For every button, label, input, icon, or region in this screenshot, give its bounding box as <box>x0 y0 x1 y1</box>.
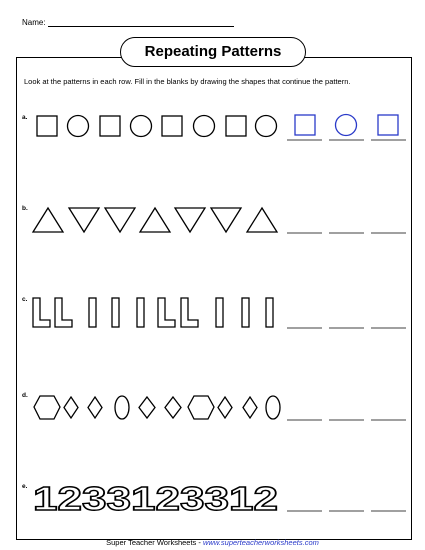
row-label-c: c. <box>22 296 28 303</box>
triangle-down-shape <box>175 208 205 232</box>
pattern-row-d <box>0 390 425 430</box>
square-shape <box>100 116 120 136</box>
pattern-row-e <box>0 480 425 520</box>
answer-circle-shape <box>336 115 357 136</box>
letter-l-shape <box>55 298 72 327</box>
triangle-down-shape <box>69 208 99 232</box>
diamond-shape <box>88 397 102 418</box>
diamond-shape <box>218 397 232 418</box>
diamond-shape <box>243 397 257 418</box>
triangle-down-shape <box>105 208 135 232</box>
pattern-row-a <box>0 108 425 148</box>
hexagon-shape <box>34 396 60 419</box>
oval-shape <box>115 396 129 419</box>
diamond-shape <box>165 397 181 418</box>
answer-square-shape <box>295 115 315 135</box>
letter-i-shape <box>112 298 119 327</box>
hexagon-shape <box>188 396 214 419</box>
oval-shape <box>266 396 280 419</box>
letter-l-shape <box>33 298 50 327</box>
circle-shape <box>256 116 277 137</box>
row-label-e: e. <box>22 483 28 490</box>
circle-shape <box>131 116 152 137</box>
row-label-d: d. <box>22 392 28 399</box>
diamond-shape <box>139 397 155 418</box>
triangle-down-shape <box>211 208 241 232</box>
triangle-up-shape <box>247 208 277 232</box>
letter-l-shape <box>158 298 175 327</box>
answer-square-shape <box>378 115 398 135</box>
diamond-shape <box>64 397 78 418</box>
letter-i-shape <box>216 298 223 327</box>
letter-i-shape <box>266 298 273 327</box>
row-label-a: a. <box>22 114 28 121</box>
square-shape <box>37 116 57 136</box>
pattern-row-c <box>0 292 425 332</box>
number-pattern-text: 1233123312 <box>33 480 278 517</box>
circle-shape <box>194 116 215 137</box>
letter-i-shape <box>137 298 144 327</box>
square-shape <box>226 116 246 136</box>
footer <box>0 538 425 547</box>
instructions: Look at the patterns in each row. Fill in the blanks by drawing the shapes that continue the pattern. <box>24 77 351 86</box>
row-label-b: b. <box>22 205 28 212</box>
circle-shape <box>68 116 89 137</box>
pattern-row-b <box>0 202 425 242</box>
page-title: Repeating Patterns <box>120 37 306 67</box>
name-label: Name: <box>22 18 46 27</box>
footer-url-link[interactable]: www.superteacherworksheets.com <box>202 538 319 547</box>
name-line[interactable] <box>48 26 234 27</box>
letter-i-shape <box>242 298 249 327</box>
square-shape <box>162 116 182 136</box>
footer-brand: Super Teacher Worksheets - <box>106 538 203 547</box>
triangle-up-shape <box>33 208 63 232</box>
letter-i-shape <box>89 298 96 327</box>
triangle-up-shape <box>140 208 170 232</box>
letter-l-shape <box>181 298 198 327</box>
